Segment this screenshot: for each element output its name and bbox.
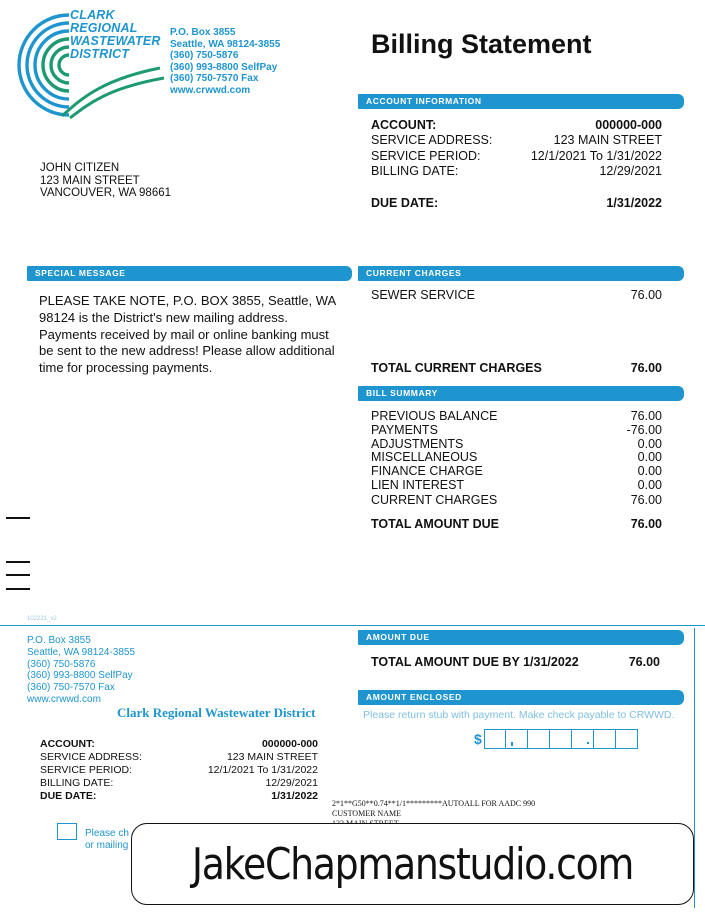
total-due-by-row: TOTAL AMOUNT DUE BY 1/31/2022 76.00: [371, 655, 660, 669]
account-info-heading: ACCOUNT INFORMATION: [358, 94, 684, 109]
total-current-charges-row: TOTAL CURRENT CHARGES 76.00: [371, 361, 662, 375]
stub-due-date-row: DUE DATE: 1/31/2022: [40, 790, 318, 802]
amount-due-heading: AMOUNT DUE: [358, 630, 684, 645]
summary-row: PAYMENTS -76.00: [371, 423, 662, 437]
billing-date-row: BILLING DATE: 12/29/2021: [371, 164, 662, 178]
district-name: CLARK REGIONAL WASTEWATER DISTRICT: [70, 8, 161, 61]
summary-row: PREVIOUS BALANCE 76.00: [371, 409, 662, 423]
recipient-address: JOHN CITIZEN 123 MAIN STREET VANCOUVER, WA 98661: [40, 162, 172, 199]
stub-service-address-row: SERVICE ADDRESS: 123 MAIN STREET: [40, 751, 318, 763]
summary-row: MISCELLANEOUS 0.00: [371, 450, 662, 464]
dollar-sign: $: [474, 731, 482, 747]
special-message-text: PLEASE TAKE NOTE, P.O. BOX 3855, Seattle, WA 98124 is the District's new mailing address. Payments received by mail or online banking must be sent to the new address! Please allow additional time for processing payments.: [39, 293, 336, 376]
digit-box[interactable]: [528, 729, 550, 749]
summary-row: LIEN INTEREST 0.00: [371, 478, 662, 492]
margin-mark: [6, 561, 30, 563]
current-charges-heading: CURRENT CHARGES: [358, 266, 684, 281]
stub-district-name: Clark Regional Wastewater District: [117, 705, 316, 720]
address-change-checkbox[interactable]: [57, 823, 77, 840]
bill-summary-heading: BILL SUMMARY: [358, 386, 684, 401]
stub-billing-date-row: BILLING DATE: 12/29/2021: [40, 777, 318, 789]
charge-row: SEWER SERVICE 76.00: [371, 288, 662, 302]
special-message-heading: SPECIAL MESSAGE: [27, 266, 352, 281]
stub-service-period-row: SERVICE PERIOD: 12/1/2021 To 1/31/2022: [40, 764, 318, 776]
total-amount-due-row: TOTAL AMOUNT DUE 76.00: [371, 517, 662, 531]
logo-wave-icon: [60, 60, 170, 120]
address-change-note: Please ch or mailing: [85, 828, 129, 851]
enclosed-instruction: Please return stub with payment. Make check payable to CRWWD.: [363, 709, 675, 721]
amount-enclosed-heading: AMOUNT ENCLOSED: [358, 690, 684, 705]
summary-row: FINANCE CHARGE 0.00: [371, 464, 662, 478]
service-period-row: SERVICE PERIOD: 12/1/2021 To 1/31/2022: [371, 149, 662, 163]
digit-box[interactable]: [572, 729, 594, 749]
amount-enclosed-field[interactable]: [474, 729, 638, 749]
margin-mark: [6, 574, 30, 576]
decimal-mark: [587, 742, 589, 744]
margin-mark: [6, 517, 30, 519]
header-contact: P.O. Box 3855 Seattle, WA 98124-3855 (360) 750-5876 (360) 993-8800 SelfPay (360) 750-7570 Fax www.crwwd.com: [170, 27, 281, 96]
page-border-line: [694, 628, 695, 908]
service-address-row: SERVICE ADDRESS: 123 MAIN STREET: [371, 133, 662, 147]
margin-mark: [6, 588, 30, 590]
perforation-line: [0, 625, 705, 626]
stub-account-row: ACCOUNT: 000000-000: [40, 738, 318, 750]
watermark-text: JakeChapmanstudio.com: [191, 838, 634, 890]
summary-row: CURRENT CHARGES 76.00: [371, 493, 662, 507]
stub-contact: P.O. Box 3855 Seattle, WA 98124-3855 (360) 750-5876 (360) 993-8800 SelfPay (360) 750-7570 Fax www.crwwd.com: [27, 635, 136, 705]
mailing-block: 2*1**G50**0.74**1/1*********AUTOALL FOR AADC 990 CUSTOMER NAME: [332, 799, 536, 818]
digit-box[interactable]: [594, 729, 616, 749]
page-title: Billing Statement: [371, 29, 592, 59]
summary-row: ADJUSTMENTS 0.00: [371, 437, 662, 451]
digit-box[interactable]: [484, 729, 506, 749]
due-date-row: DUE DATE: 1/31/2022: [371, 196, 662, 210]
digit-box[interactable]: [616, 729, 638, 749]
watermark-banner: [131, 823, 694, 905]
digit-box[interactable]: [550, 729, 572, 749]
digit-box[interactable]: [506, 729, 528, 749]
form-code: 102221_v2: [27, 616, 57, 622]
comma-mark: [511, 742, 513, 746]
account-number-row: ACCOUNT: 000000-000: [371, 118, 662, 132]
